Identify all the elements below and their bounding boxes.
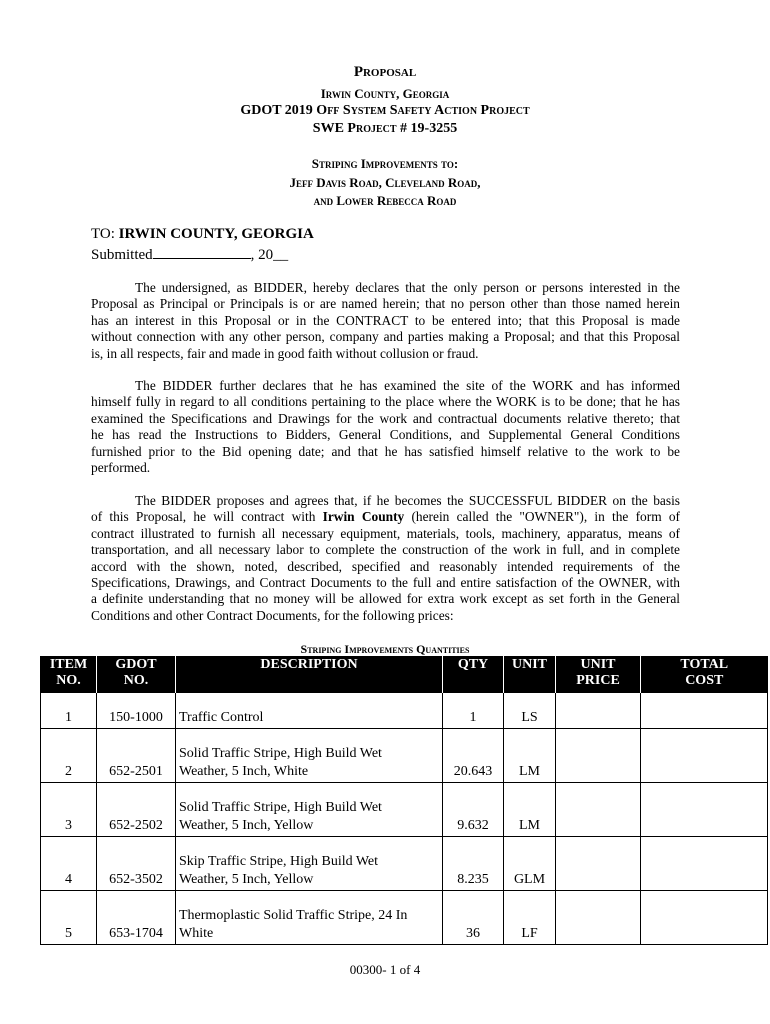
doc-title: Proposal [353,64,417,80]
description: Skip Traffic Stripe, High Build Wet Weather, 5 Inch, Yellow [176,837,443,891]
paragraph-agreement [91,493,680,624]
paragraph-line: performed. [91,459,151,475]
table-row [41,783,768,837]
qty: 20.643 [443,729,504,783]
paragraph-line: Proposal as Principal or Principals is or are named herein; that no person other than those named herein [91,296,680,312]
paragraph-line: a definite understanding that no money will be allowed for extra work except as set forth in the General [91,591,680,607]
paragraph-line: Specifications, Drawings, and Contract Documents to the full and entire satisfaction of the OWNER, with [91,574,680,590]
description: Thermoplastic Solid Traffic Stripe, 24 In White [176,891,443,945]
paragraph-line: The undersigned, as BIDDER, hereby declares that the only person or persons interested in the [135,280,680,295]
table-row [41,729,768,783]
paragraph-line: without connection with any other person, company and parties making a Proposal; and that this Proposal [91,329,680,345]
roads-line-1: Jeff Davis Road, Cleveland Road, [289,175,481,190]
owner-name: Irwin County [322,509,405,525]
unit-price-cell[interactable] [556,783,641,837]
submitted-label: Submitted [91,247,153,263]
col-header-total-cost: TOTAL COST [641,656,768,693]
paragraph-line: transportation, and all necessary labor to complete the construction of the work in full, and in complete [91,542,680,558]
qty: 1 [443,693,504,729]
table-row [41,693,768,729]
submitted-line [91,245,288,264]
paragraph-line: Conditions and other Contract Documents, for the following prices: [91,607,454,623]
to-line [91,226,314,243]
paragraph-line: accord with the shown, noted, described, specified and reasonably intended requirements of the [91,558,680,574]
description: Traffic Control [176,693,443,729]
paragraph-line: has an interest in this Proposal or in the CONTRACT to be entered into; that this Proposal is made [91,312,680,328]
qty: 36 [443,891,504,945]
paragraph-line: himself fully in regard to all conditions pertaining to the place where the WORK is to be done; that he has [91,394,680,410]
paragraph-text: of this Proposal, he will contract with [91,509,323,525]
item-no: 3 [41,783,97,837]
project-title: GDOT 2019 Off System Safety Action Project [240,103,530,118]
total-cost-cell[interactable] [641,729,768,783]
total-cost-cell[interactable] [641,693,768,729]
table-header-row [41,656,768,693]
table-row [41,837,768,891]
submitted-year: , 20__ [250,247,289,263]
item-no: 2 [41,729,97,783]
unit: LM [504,783,556,837]
paragraph-examination [91,378,680,476]
unit: GLM [504,837,556,891]
col-header-item: ITEM NO. [41,656,97,693]
paragraph-line [91,509,680,525]
total-cost-cell[interactable] [641,891,768,945]
col-header-unit: UNIT [504,656,556,693]
total-cost-cell[interactable] [641,783,768,837]
paragraph-line: furnished prior to the Bid opening date; and that he has satisfied himself relative to the work to be [91,443,680,459]
unit: LF [504,891,556,945]
col-header-unit-price: UNIT PRICE [556,656,641,693]
item-no: 5 [41,891,97,945]
gdot-no: 653-1704 [97,891,176,945]
paragraph-line: examined the Specifications and Drawings for the work and contractual documents relative thereto; that [91,410,680,426]
to-label: TO: [91,226,115,242]
total-cost-cell[interactable] [641,837,768,891]
scope-heading: Striping Improvements to: [311,156,459,171]
description: Solid Traffic Stripe, High Build Wet Weather, 5 Inch, White [176,729,443,783]
quantities-table [40,656,768,945]
paragraph-declaration [91,280,680,362]
gdot-no: 150-1000 [97,693,176,729]
col-header-qty: QTY [443,656,504,693]
unit: LS [504,693,556,729]
paragraph-line: is, in all respects, fair and made in good faith without collusion or fraud. [91,345,479,361]
page-footer: 00300- 1 of 4 [349,962,421,977]
paragraph-line: contract illustrated to furnish all necessary equipment, materials, tools, machinery, apparatus, means of [91,525,680,541]
description: Solid Traffic Stripe, High Build Wet Weather, 5 Inch, Yellow [176,783,443,837]
unit: LM [504,729,556,783]
roads-line-2: and Lower Rebecca Road [313,193,457,208]
submitted-date-blank [153,245,251,259]
col-header-description: DESCRIPTION [176,656,443,693]
county-subtitle: Irwin County, Georgia [320,86,450,101]
table-title: Striping Improvements Quantities [300,642,470,656]
unit-price-cell[interactable] [556,837,641,891]
paragraph-text: (herein called the "OWNER"), in the form of [404,509,680,525]
unit-price-cell[interactable] [556,693,641,729]
paragraph-line: he has read the Instructions to Bidders, General Conditions, and Supplemental General Conditions [91,427,680,443]
table-row [41,891,768,945]
item-no: 1 [41,693,97,729]
paragraph-line: The BIDDER proposes and agrees that, if he becomes the SUCCESSFUL BIDDER on the basis [135,493,680,508]
paragraph-line: The BIDDER further declares that he has examined the site of the WORK and has informed [135,378,680,393]
item-no: 4 [41,837,97,891]
unit-price-cell[interactable] [556,891,641,945]
qty: 9.632 [443,783,504,837]
gdot-no: 652-3502 [97,837,176,891]
to-name: IRWIN COUNTY, GEORGIA [118,226,314,242]
gdot-no: 652-2501 [97,729,176,783]
col-header-gdot: GDOT NO. [97,656,176,693]
project-number: SWE Project # 19-3255 [312,121,458,136]
unit-price-cell[interactable] [556,729,641,783]
qty: 8.235 [443,837,504,891]
gdot-no: 652-2502 [97,783,176,837]
